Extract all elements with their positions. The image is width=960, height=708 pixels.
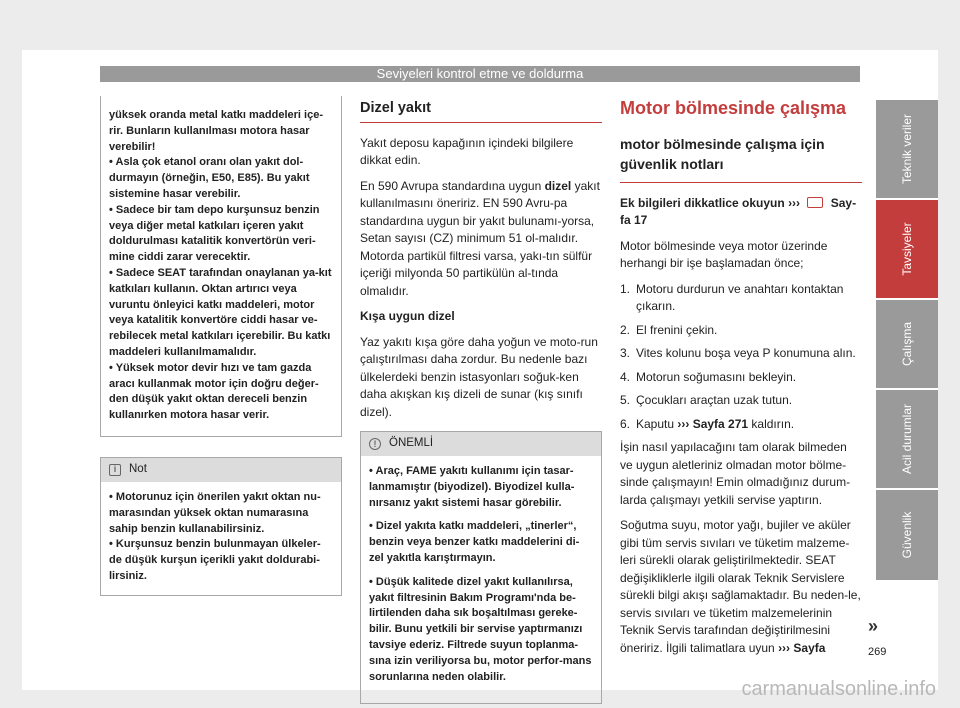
list-item: 3. Vites kolunu boşa veya P konumuna alın. bbox=[620, 346, 856, 360]
important-header bbox=[361, 432, 601, 456]
paragraph: Yaz yakıtı kışa göre daha yoğun ve moto-run çalıştırılması daha zordur. Bu nedenle bazı ülkelerdeki benzin istasyonları soğuk-ken daha akışkan kış dizeli de sunar (kış sınıfı dizel). bbox=[360, 334, 598, 419]
subheading-winter-diesel: Kışa uygun dizel bbox=[360, 309, 455, 323]
important-box bbox=[360, 431, 602, 704]
column-right bbox=[620, 96, 862, 665]
paragraph: Yakıt deposu kapağının içindeki bilgilere dikkat edin. bbox=[360, 135, 574, 167]
watermark: carmanualsonline.info bbox=[741, 678, 936, 700]
important-item: • Düşük kalitede dizel yakıt kullanılırsa, yakıt filtresinin Bakım Programı'nda be-lirtilenden daha sık boşaltılması gereke-bilir. Bunu yetkili bir servise yaptırmanızı tavsiye ederiz. Filtrede suyun toplanma-sına izin veriliyorsa bu, motor perfor-mans sorunlarına neden olabilir. bbox=[369, 575, 592, 683]
note-box bbox=[100, 457, 342, 596]
list-item: 2. El frenini çekin. bbox=[620, 322, 718, 337]
warning-item: • Yüksek motor devir hızı ve tam gazda aracı kullanmak motor için doğru değer-den düşük yakıt oktan dereceli benzin kullanırken motora hasar verir. bbox=[109, 361, 319, 422]
continue-arrow-icon: » bbox=[868, 616, 879, 636]
note-header bbox=[101, 458, 341, 482]
paragraph: İşin nasıl yapılacağını tam olarak bilmeden ve uygun aletleriniz olmadan motor bölme-sinde çalışmayın! Emin olmadığınız durum-larda çalışmayı yetkili servise yaptırın. bbox=[620, 440, 851, 507]
note-title: Not bbox=[129, 463, 147, 476]
paragraph: Soğutma suyu, motor yağı, bujiler ve aküler gibi tüm servis sıvıları ve tüketim malzeme-leri sürekli olarak geliştirilmektedir. SEAT değişikliklerle ilgili olarak Teknik Servislere sürekli bilgi akışı sağlamaktadır. Bu neden-le, servis sıvıları ve tüketim malzemelerinin Teknik Servis tarafından değiştirilmesini öneririz. İlgili talimatlara uyun ››› Sayfa bbox=[620, 518, 861, 655]
warning-item: • Sadece SEAT tarafından onaylanan ya-kıt katkıları kullanın. Oktan artırıcı veya vuruntu önleyici katkı maddeleri, motor veya katalitik konvertöre ciddi hasar ve-rebilecek metal katkıları içerebilir. Bu katkı maddeleri kullanılmamalıdır. bbox=[109, 266, 332, 358]
page-link[interactable]: ››› Sayfa bbox=[778, 640, 826, 655]
book-icon bbox=[807, 197, 823, 208]
page-header: Seviyeleri kontrol etme ve doldurma bbox=[100, 66, 860, 82]
note-body bbox=[101, 482, 341, 595]
column-middle bbox=[360, 96, 602, 704]
page-link[interactable]: Say-fa 17 bbox=[620, 195, 857, 227]
important-item: • Dizel yakıta katkı maddeleri, „tinerler“, benzin veya benzer katkı maddelerini di-zel yakıtla karıştırmayın. bbox=[369, 520, 580, 564]
warning-item: • Sadece bir tam depo kurşunsuz benzin veya diğer metal katkıları içeren yakıt doldurulması katalitik konvertörün veri-mine ciddi zarar verecektir. bbox=[109, 203, 320, 264]
important-title: ÖNEMLİ bbox=[389, 437, 434, 450]
exclamation-icon: ! bbox=[369, 438, 381, 450]
list-item: 4. Motorun soğumasını bekleyin. bbox=[620, 369, 797, 384]
page-number: 269 bbox=[868, 646, 887, 658]
note-item: • Kurşunsuz benzin bulunmayan ülkeler-de düşük kurşun içerikli yakıt doldurabi-lirsiniz. bbox=[109, 538, 321, 582]
tab-emergencies[interactable]: Acil durumlar bbox=[876, 390, 938, 488]
paragraph: En 590 Avrupa standardına uygun dizel yakıt kullanılmasını öneririz. EN 590 Avru-pa standardına uygun bir yakıt bulunamı-yorsa, Setan sayısı (CZ) minimum 51 ol-malıdır. Motorda partikül filtresi varsa, yakı-tın sülfür içeriği milyonda 50 partikülün al-tında olmalıdır. bbox=[360, 178, 600, 298]
tab-safety[interactable]: Güvenlik bbox=[876, 490, 938, 580]
main-title: Motor bölmesinde çalışma bbox=[620, 98, 847, 118]
intro-line: Ek bilgileri dikkatlice okuyun ››› Say-fa 17 bbox=[620, 195, 857, 227]
tab-technical-data[interactable]: Teknik veriler bbox=[876, 100, 938, 198]
list-item: 1. Motoru durdurun ve anahtarı kontaktan çıkarın. bbox=[620, 281, 844, 313]
warning-box-continued bbox=[100, 96, 342, 437]
subtitle: motor bölmesinde çalışma için güvenlik notları bbox=[620, 134, 862, 183]
warning-text: yüksek oranda metal katkı maddeleri içe-rir. Bunların kullanılması motora hasar verebilir! bbox=[109, 109, 323, 153]
warning-item: • Asla çok etanol oranı olan yakıt dol-durmayın (örneğin, E50, E85). Bu yakıt sistemine hasar verebilir. bbox=[109, 156, 310, 200]
list-item: 5. Çocukları araçtan uzak tutun. bbox=[620, 393, 793, 407]
tab-operation[interactable]: Çalışma bbox=[876, 300, 938, 388]
page-link[interactable]: ››› Sayfa 271 bbox=[677, 416, 749, 431]
tab-recommendations[interactable]: Tavsiyeler bbox=[876, 200, 938, 298]
important-body bbox=[361, 456, 601, 703]
info-icon: i bbox=[109, 464, 121, 476]
important-item: • Araç, FAME yakıtı kullanımı için tasar-lanmamıştır (biyodizel). Biyodizel kulla-nırsanız yakıt sistemi hasar görebilir. bbox=[369, 465, 575, 509]
note-item: • Motorunuz için önerilen yakıt oktan nu-marasından yüksek oktan numarasına sahip benzin kullanabilirsiniz. bbox=[109, 490, 321, 535]
page-link-arrows[interactable]: ››› bbox=[788, 195, 801, 210]
section-title-diesel: Dizel yakıt bbox=[360, 100, 602, 123]
column-left bbox=[100, 96, 342, 596]
paragraph: Motor bölmesinde veya motor üzerinde herhangi bir işe başlamadan önce; bbox=[620, 238, 828, 270]
steps-list bbox=[620, 281, 862, 434]
list-item: 6. Kaputu ››› Sayfa 271 kaldırın. bbox=[620, 416, 795, 431]
